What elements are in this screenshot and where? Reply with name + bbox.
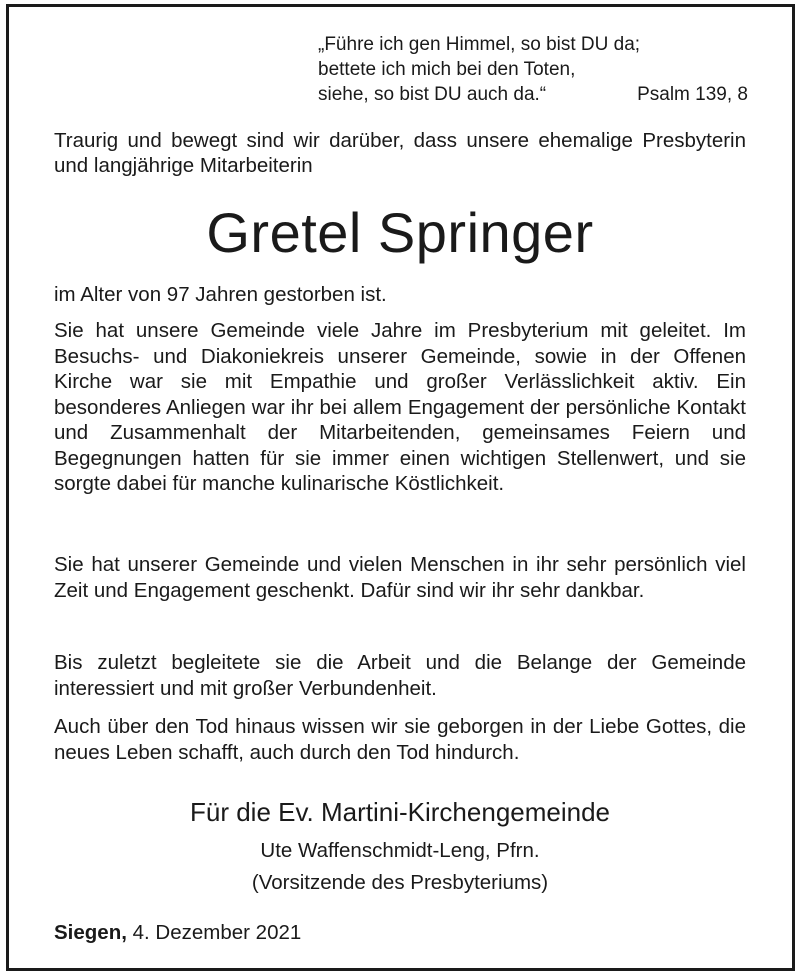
paragraph-2: Sie hat unserer Gemeinde und vielen Menschen in ihr sehr persönlich viel Zeit und Engagement geschenkt. Dafür sind wir ihr sehr dankbar.: [54, 553, 746, 602]
paragraph-3: Bis zuletzt begleitete sie die Arbeit und die Belange der Gemeinde interessiert und mit großer Verbundenheit.: [54, 651, 746, 700]
place: Siegen,: [54, 921, 127, 944]
verse-line-2: bettete ich mich bei den Toten,: [318, 59, 576, 80]
bible-verse: [318, 32, 748, 107]
paragraph-4: Auch über den Tod hinaus wissen wir sie geborgen in der Liebe Gottes, die neues Leben schafft, auch durch den Tod hindurch.: [54, 715, 746, 764]
verse-line-1: „Führe ich gen Himmel, so bist DU da;: [318, 34, 641, 55]
date: 4. Dezember 2021: [132, 921, 302, 944]
signature-person: Ute Waffenschmidt-Leng, Pfrn.: [260, 839, 540, 862]
signature-organization: Für die Ev. Martini-Kirchengemeinde: [189, 797, 611, 827]
verse-line-3-text: siehe, so bist DU auch da.“: [318, 84, 547, 105]
deceased-name: Gretel Springer: [206, 201, 594, 264]
paragraph-1: Sie hat unsere Gemeinde viele Jahre im Presbyterium mit geleitet. Im Besuchs- und Diakoniekreis unserer Gemeinde, sowie in der Offenen Kirche war sie mit Empathie und großer Verlässlichkeit aktiv. Ein besonderes Anliegen war ihr bei allem Engagement der persönliche Kontakt und Zusammenhalt der Mitarbeitenden, gemeinsames Feiern und Begegnungen hatten für sie immer einen wichtigen Stellenwert, und sie sorgte dabei für manche kulinarische Köstlichkeit.: [54, 319, 746, 495]
verse-reference: Psalm 139, 8: [637, 84, 748, 105]
place-date: [54, 920, 301, 945]
intro-text: Traurig und bewegt sind wir darüber, dass unsere ehemalige Presbyterin und langjährige Mitarbeiterin: [54, 129, 746, 177]
verse-line-3: [318, 82, 748, 107]
age-text: im Alter von 97 Jahren gestorben ist.: [54, 283, 387, 306]
signature-role: (Vorsitzende des Presbyteriums): [251, 871, 549, 894]
